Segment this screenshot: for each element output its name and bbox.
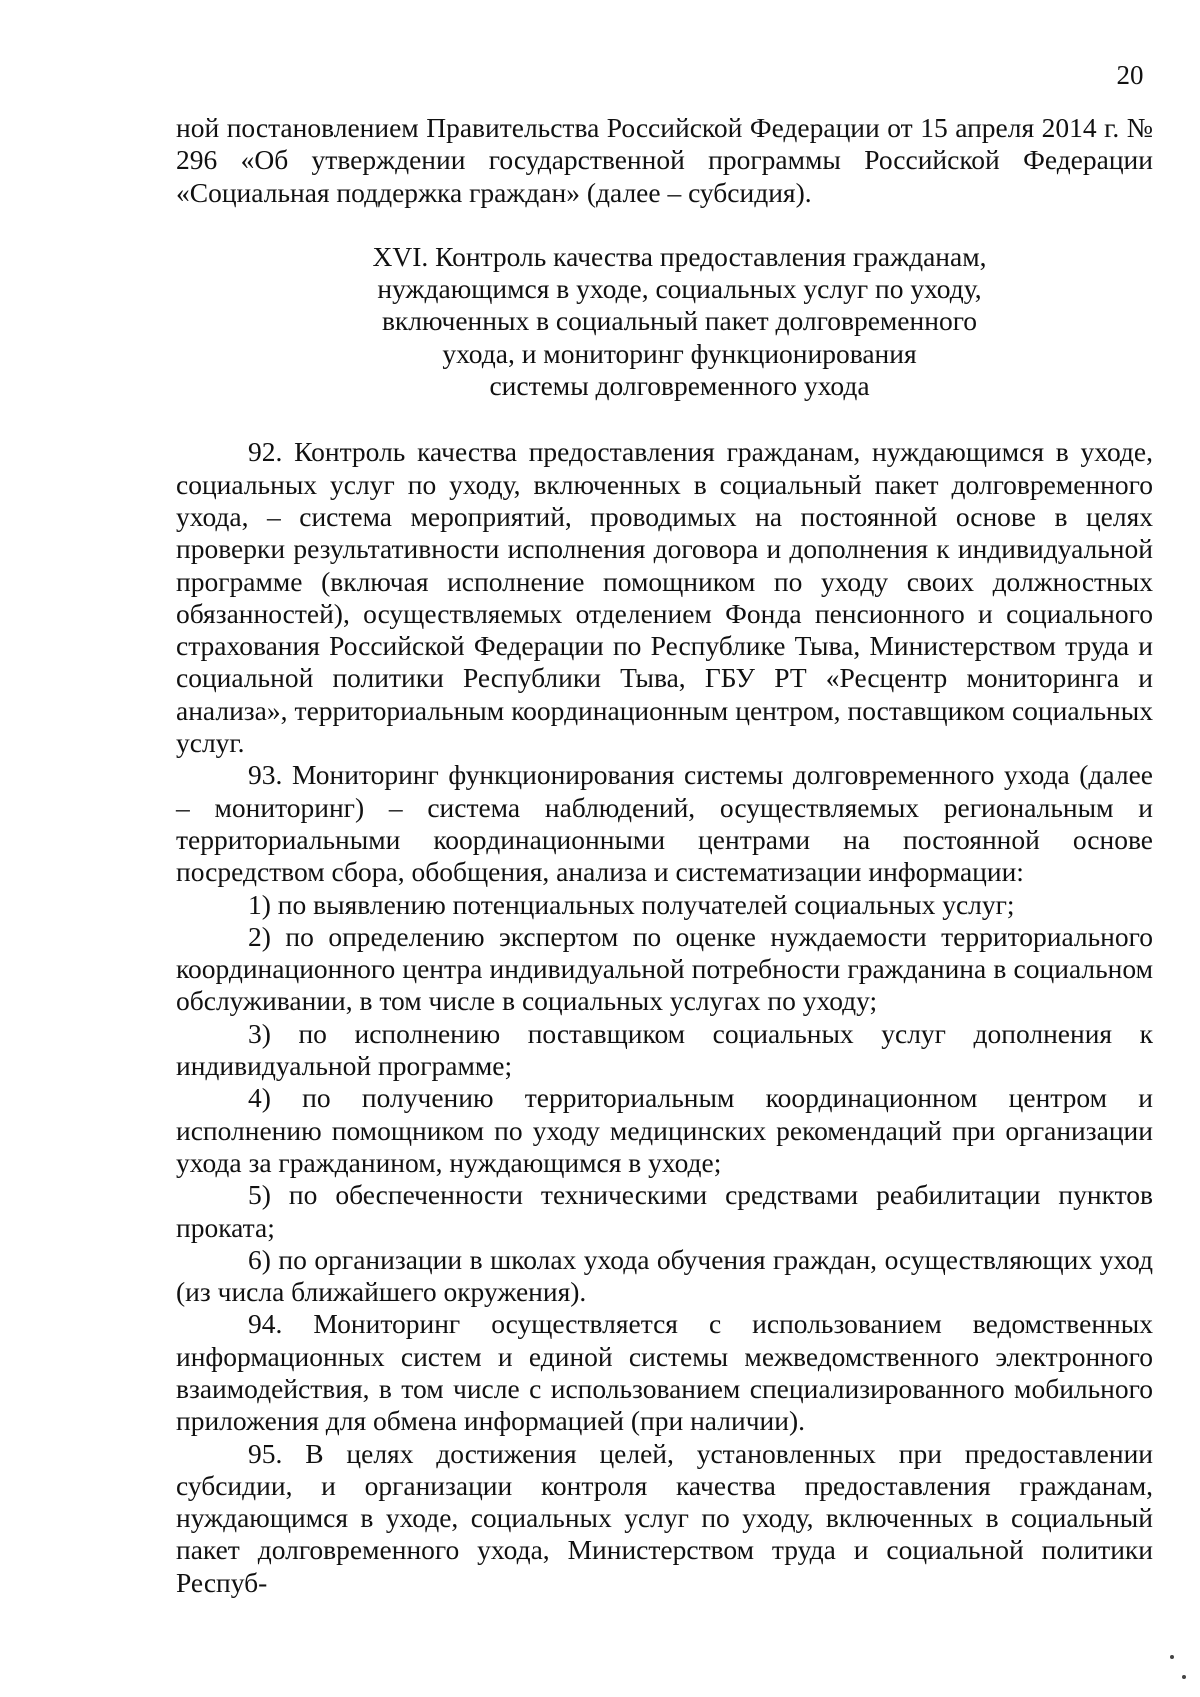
section-heading (176, 241, 1153, 402)
list-item-1: 1) по выявлению потенциальных получателей социальных услуг; (248, 888, 1015, 920)
list-item-6: 6) по организации в школах ухода обучения граждан, осуществляющих уход (из числа ближайшего окружения). (176, 1243, 1153, 1308)
page-number: 20 (1116, 60, 1144, 90)
list-item-3: 3) по исполнению поставщиком социальных услуг дополнения к индивидуальной программе; (176, 1017, 1153, 1082)
section-heading-line: системы долговременного ухода (489, 370, 870, 402)
paragraph-95: 95. В целях достижения целей, установленных при предоставлении субсидии, и организации контроля качества предоставления гражданам, нуждающимся в уходе, социальных услуг по уходу, включенных в социальный пакет долговременного ухода, Министерством труда и социальной политики Респуб- (176, 1437, 1153, 1598)
section-heading-line: ухода, и мониторинг функционирования (442, 337, 917, 369)
list-item-5: 5) по обеспеченности техническими средствами реабилитации пунктов проката; (176, 1179, 1153, 1243)
section-heading-line: XVI. Контроль качества предоставления гражданам, (372, 240, 987, 272)
paragraph-92: 92. Контроль качества предоставления гражданам, нуждающимся в уходе, социальных услуг по уходу, включенных в социальный пакет долговременного ухода, – система мероприятий, проводимых на постоянной основе в целях проверки результативности исполнения договора и дополнения к индивидуальной программе (включая исполнение помощником по уходу своих должностных обязанностей), осуществляемых отделением Фонда пенсионного и социального страхования Российской Федерации по Республике Тыва, Министерством труда и социальной политики Республики Тыва, ГБУ РТ «Ресцентр мониторинга и анализа», территориальным координационным центром, поставщиком социальных услуг. (176, 436, 1153, 759)
paragraph-94: 94. Мониторинг осуществляется с использованием ведомственных информационных систем и единой системы межведомственного электронного взаимодействия, в том числе с использованием специализированного мобильного приложения для обмена информацией (при наличии). (176, 1308, 1153, 1437)
paragraph-93: 93. Мониторинг функционирования системы долговременного ухода (далее – мониторинг) – система наблюдений, осуществляемых региональным и территориальными координационными центрами на постоянной основе посредством сбора, обобщения, анализа и систематизации информации: (176, 759, 1153, 888)
intro-paragraph: ной постановлением Правительства Российской Федерации от 15 апреля 2014 г. № 296 «Об утверждении государственной программы Российской Федерации «Социальная поддержка граждан» (далее – субсидия). (176, 112, 1153, 208)
scan-artifact-dot (1170, 1655, 1174, 1659)
section-heading-line: нуждающимся в уходе, социальных услуг по уходу, (377, 273, 982, 305)
document-body (176, 112, 1153, 1599)
list-item-4: 4) по получению территориальным координационном центром и исполнению помощником по уходу медицинских рекомендаций при организации ухода за гражданином, нуждающимся в уходе; (176, 1082, 1153, 1178)
list-item-2: 2) по определению экспертом по оценке нуждаемости территориального координационного центра индивидуальной потребности гражданина в социальном обслуживании, в том числе в социальных услугах по уходу; (176, 920, 1153, 1017)
section-heading-line: включенных в социальный пакет долговременного (381, 305, 978, 337)
scan-artifact-dot (1182, 1675, 1186, 1679)
